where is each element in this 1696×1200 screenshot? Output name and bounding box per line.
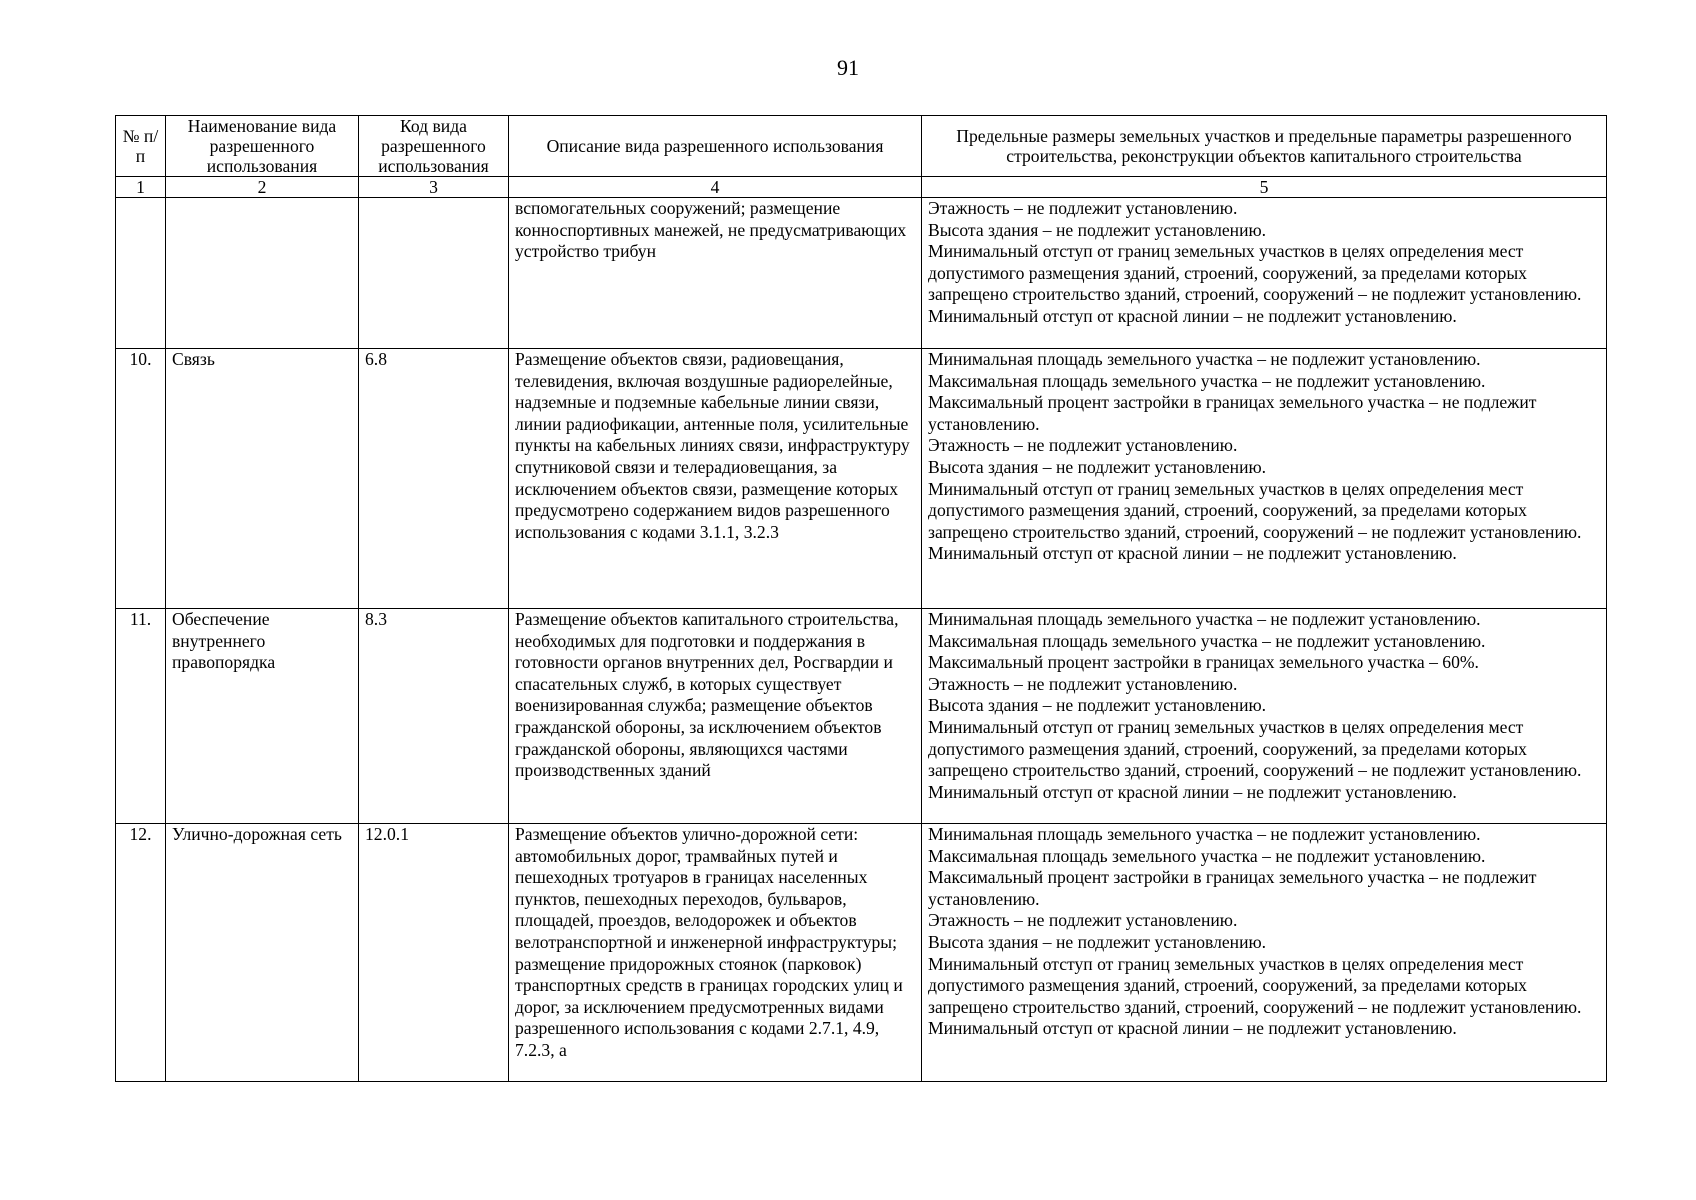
header-use-code: Код вида разрешенного использования <box>359 116 509 177</box>
parameter-line: Максимальная площадь земельного участка – не подлежит установлению. <box>928 370 1486 391</box>
parameter-line: Минимальная площадь земельного участка – не подлежит установлению. <box>928 824 1481 844</box>
column-number: 4 <box>509 177 922 198</box>
header-use-name: Наименование вида разрешенного использования <box>166 116 359 177</box>
parameter-line: Высота здания – не подлежит установлению. <box>928 931 1267 952</box>
use-parameters <box>922 609 1607 824</box>
use-name: Улично-дорожная сеть <box>166 824 359 1082</box>
column-number: 2 <box>166 177 359 198</box>
table-row <box>116 349 1607 609</box>
parameter-line: Минимальный отступ от красной линии – не подлежит установлению. <box>928 305 1457 326</box>
use-description: Размещение объектов капитального строительства, необходимых для подготовки и поддержания в готовности органов внутренних дел, Росгвардии и спасательных служб, в которых существует военизированная служба; размещение объектов гражданской обороны, за исключением объектов гражданской обороны, являющихся частями производственных зданий <box>509 609 922 824</box>
use-name: Связь <box>166 349 359 609</box>
parameter-line: Минимальный отступ от границ земельных участков в целях определения мест допустимого размещения зданий, строений, сооружений, за пределами которых запрещено строительство зданий, строений, сооружений – не подлежит установлению. <box>928 478 1582 542</box>
parameter-line: Максимальная площадь земельного участка – не подлежит установлению. <box>928 630 1486 651</box>
parameter-line: Минимальная площадь земельного участка – не подлежит установлению. <box>928 609 1481 629</box>
row-number: 11. <box>116 609 166 824</box>
parameter-line: Минимальный отступ от границ земельных участков в целях определения мест допустимого размещения зданий, строений, сооружений, за пределами которых запрещено строительство зданий, строений, сооружений – не подлежит установлению. <box>928 241 1582 305</box>
table-row <box>116 198 1607 349</box>
use-name <box>166 198 359 349</box>
parameter-line: Максимальный процент застройки в границах земельного участка – не подлежит установлению. <box>928 392 1537 434</box>
row-number: 10. <box>116 349 166 609</box>
header-row <box>116 116 1607 177</box>
use-code: 6.8 <box>359 349 509 609</box>
parameter-line: Этажность – не подлежит установлению. <box>928 435 1238 456</box>
parameter-line: Максимальная площадь земельного участка – не подлежит установлению. <box>928 845 1486 866</box>
use-description: Размещение объектов улично-дорожной сети: автомобильных дорог, трамвайных путей и пешеходных тротуаров в границах населенных пунктов, пешеходных переходов, бульваров, площадей, проездов, велодорожек и объектов велотранспортной и инженерной инфраструктуры; размещение придорожных стоянок (парковок) транспортных средств в границах городских улиц и дорог, за исключением предусмотренных видами разрешенного использования с кодами 2.7.1, 4.9, 7.2.3, а <box>509 824 922 1082</box>
parameter-line: Минимальный отступ от границ земельных участков в целях определения мест допустимого размещения зданий, строений, сооружений, за пределами которых запрещено строительство зданий, строений, сооружений – не подлежит установлению. <box>928 716 1582 781</box>
land-use-table <box>115 115 1607 1082</box>
page-number: 91 <box>837 55 859 80</box>
use-description: вспомогательных сооружений; размещение конноспортивных манежей, не предусматривающих устройство трибун <box>509 198 922 349</box>
parameter-line: Минимальный отступ от границ земельных участков в целях определения мест допустимого размещения зданий, строений, сооружений, за пределами которых запрещено строительство зданий, строений, сооружений – не подлежит установлению. <box>928 953 1582 1017</box>
table-row <box>116 824 1607 1082</box>
use-code: 8.3 <box>359 609 509 824</box>
parameter-line: Минимальная площадь земельного участка – не подлежит установлению. <box>928 349 1481 369</box>
parameter-line: Минимальный отступ от красной линии – не подлежит установлению. <box>928 543 1457 564</box>
row-number: 12. <box>116 824 166 1082</box>
column-number: 3 <box>359 177 509 198</box>
parameter-line: Минимальный отступ от красной линии – не подлежит установлению. <box>928 1018 1457 1039</box>
table-row <box>116 609 1607 824</box>
parameter-line: Минимальный отступ от красной линии – не подлежит установлению. <box>928 781 1457 802</box>
header-parameters: Предельные размеры земельных участков и предельные параметры разрешенного строительства, реконструкции объектов капитального строительства <box>922 116 1607 177</box>
parameter-line: Этажность – не подлежит установлению. <box>928 910 1238 931</box>
parameter-line: Этажность – не подлежит установлению. <box>928 673 1238 694</box>
use-parameters <box>922 198 1607 349</box>
use-parameters <box>922 349 1607 609</box>
use-description: Размещение объектов связи, радиовещания, телевидения, включая воздушные радиорелейные, надземные и подземные кабельные линии связи, линии радиофикации, антенные поля, усилительные пункты на кабельных линиях связи, инфраструктуру спутниковой связи и телерадиовещания, за исключением объектов связи, размещение которых предусмотрено содержанием видов разрешенного использования с кодами 3.1.1, 3.2.3 <box>509 349 922 609</box>
parameter-line: Высота здания – не подлежит установлению. <box>928 219 1267 240</box>
parameter-line: Максимальный процент застройки в границах земельного участка – 60%. <box>928 652 1479 673</box>
column-number: 1 <box>116 177 166 198</box>
header-number: № п/п <box>116 116 166 177</box>
use-name: Обеспечение внутреннего правопорядка <box>166 609 359 824</box>
column-number: 5 <box>922 177 1607 198</box>
column-number-row <box>116 177 1607 198</box>
use-code <box>359 198 509 349</box>
parameter-line: Этажность – не подлежит установлению. <box>928 198 1238 218</box>
parameter-line: Высота здания – не подлежит установлению. <box>928 695 1267 716</box>
use-parameters <box>922 824 1607 1082</box>
parameter-line: Высота здания – не подлежит установлению. <box>928 456 1267 477</box>
header-use-description: Описание вида разрешенного использования <box>509 116 922 177</box>
use-code: 12.0.1 <box>359 824 509 1082</box>
row-number <box>116 198 166 349</box>
parameter-line: Максимальный процент застройки в границах земельного участка – не подлежит установлению. <box>928 867 1537 909</box>
